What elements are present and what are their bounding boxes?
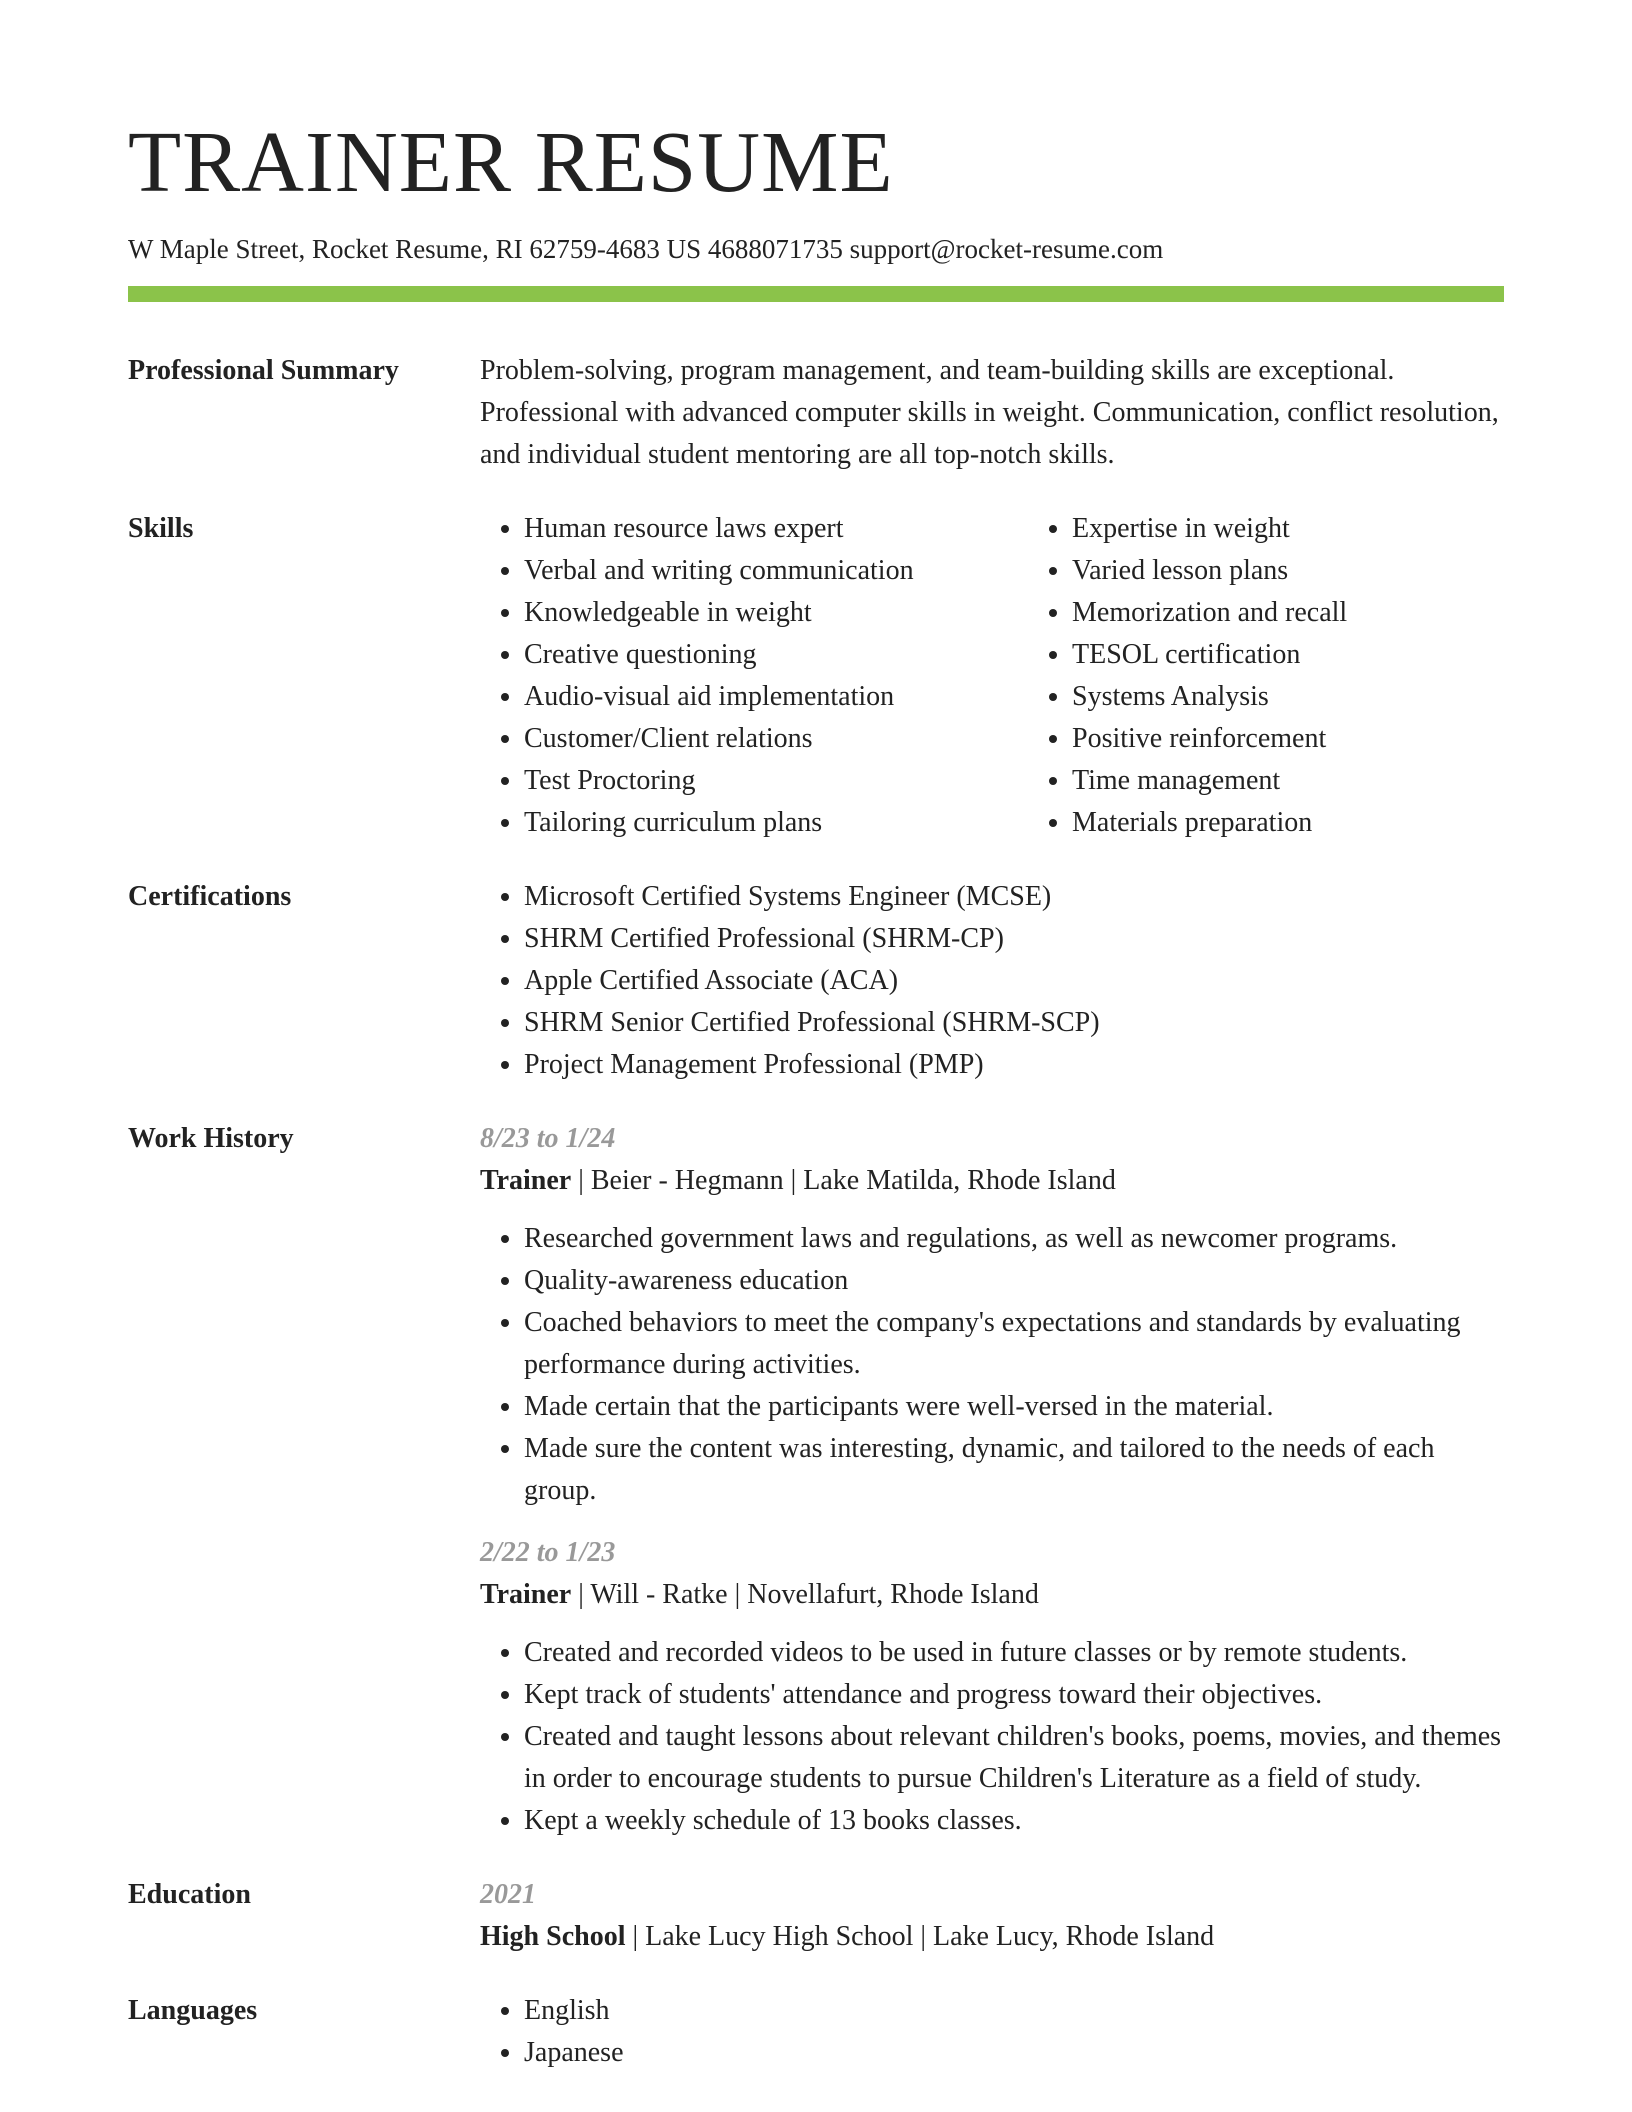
job-bullet: • Researched government laws and regulations, as well as newcomer programs. <box>524 1218 1504 1260</box>
skill-item: • Memorization and recall <box>1072 592 1576 634</box>
certification-item: • SHRM Senior Certified Professional (SHRM-SCP) <box>524 1002 1504 1044</box>
job-bullet: • Quality-awareness education <box>524 1260 1504 1302</box>
job-dates: 2/22 to 1/23 <box>480 1537 616 1568</box>
skills-list-right <box>1028 508 1576 844</box>
job-bullet: • Created and taught lessons about relevant children's books, poems, movies, and themes in order to encourage students to pursue Children's Literature as a field of study. <box>524 1716 1504 1800</box>
skill-item: • Expertise in weight <box>1072 508 1576 550</box>
job-heading <box>480 1574 1504 1616</box>
skills-section <box>128 508 1504 844</box>
certifications-list <box>480 876 1504 1086</box>
education-label: Education <box>128 1879 251 1910</box>
skill-item: • Human resource laws expert <box>524 508 1028 550</box>
skill-item: • Audio-visual aid implementation <box>524 676 1028 718</box>
languages-section <box>128 1990 1504 2074</box>
skill-item: • Tailoring curriculum plans <box>524 802 1028 844</box>
education-details: | Lake Lucy High School | Lake Lucy, Rhode Island <box>625 1921 1215 1952</box>
job-dates: 8/23 to 1/24 <box>480 1123 616 1154</box>
languages-label: Languages <box>128 1995 258 2026</box>
certification-item: • Microsoft Certified Systems Engineer (MCSE) <box>524 876 1504 918</box>
skill-item: • Materials preparation <box>1072 802 1576 844</box>
skill-item: • Knowledgeable in weight <box>524 592 1028 634</box>
work-history-label: Work History <box>128 1123 294 1154</box>
skill-item: • Positive reinforcement <box>1072 718 1576 760</box>
skill-item: • Varied lesson plans <box>1072 550 1576 592</box>
skills-label: Skills <box>128 513 194 544</box>
job-entry <box>480 1532 1504 1842</box>
skill-item: • Customer/Client relations <box>524 718 1028 760</box>
education-degree: High School <box>480 1921 626 1952</box>
work-history-section <box>128 1118 1504 1842</box>
skill-item: • Creative questioning <box>524 634 1028 676</box>
job-title: Trainer <box>480 1165 572 1196</box>
header-divider <box>128 286 1504 302</box>
job-details: | Will - Ratke | Novellafurt, Rhode Island <box>571 1579 1039 1610</box>
summary-section <box>128 350 1504 476</box>
certifications-label: Certifications <box>128 881 292 912</box>
job-bullet: • Coached behaviors to meet the company's expectations and standards by evaluating performance during activities. <box>524 1302 1504 1386</box>
summary-text: Problem-solving, program management, and team-building skills are exceptional. Professional with advanced computer skills in weight. Communication, conflict resolution, and individual student mentoring are all top-notch skills. <box>480 355 1499 470</box>
skill-item: • TESOL certification <box>1072 634 1576 676</box>
education-heading <box>480 1916 1504 1958</box>
language-item: • Japanese <box>524 2032 1504 2074</box>
skill-item: • Time management <box>1072 760 1576 802</box>
job-bullets <box>480 1632 1504 1842</box>
contact-line: W Maple Street, Rocket Resume, RI 62759-4683 US 4688071735 support@rocket-resume.com <box>128 234 1164 264</box>
certifications-section <box>128 876 1504 1086</box>
job-bullets <box>480 1218 1504 1512</box>
education-date: 2021 <box>480 1879 536 1910</box>
job-bullet: • Made sure the content was interesting, dynamic, and tailored to the needs of each group. <box>524 1428 1504 1512</box>
job-title: Trainer <box>480 1579 572 1610</box>
skills-list-left <box>480 508 1028 844</box>
certification-item: • Project Management Professional (PMP) <box>524 1044 1504 1086</box>
skill-item: • Verbal and writing communication <box>524 550 1028 592</box>
job-bullet: • Kept a weekly schedule of 13 books classes. <box>524 1800 1504 1842</box>
language-item: • English <box>524 1990 1504 2032</box>
skill-item: • Test Proctoring <box>524 760 1028 802</box>
job-bullet: • Made certain that the participants were well-versed in the material. <box>524 1386 1504 1428</box>
education-section <box>128 1874 1504 1958</box>
certification-item: • Apple Certified Associate (ACA) <box>524 960 1504 1002</box>
skill-item: • Systems Analysis <box>1072 676 1576 718</box>
job-heading <box>480 1160 1504 1202</box>
resume-title: TRAINER RESUME <box>128 113 894 210</box>
certification-item: • SHRM Certified Professional (SHRM-CP) <box>524 918 1504 960</box>
languages-list <box>480 1990 1504 2074</box>
summary-label: Professional Summary <box>128 355 399 386</box>
job-entry <box>480 1118 1504 1512</box>
resume-content <box>128 350 1504 2106</box>
job-bullet: • Created and recorded videos to be used in future classes or by remote students. <box>524 1632 1504 1674</box>
job-bullet: • Kept track of students' attendance and progress toward their objectives. <box>524 1674 1504 1716</box>
job-details: | Beier - Hegmann | Lake Matilda, Rhode Island <box>571 1165 1116 1196</box>
